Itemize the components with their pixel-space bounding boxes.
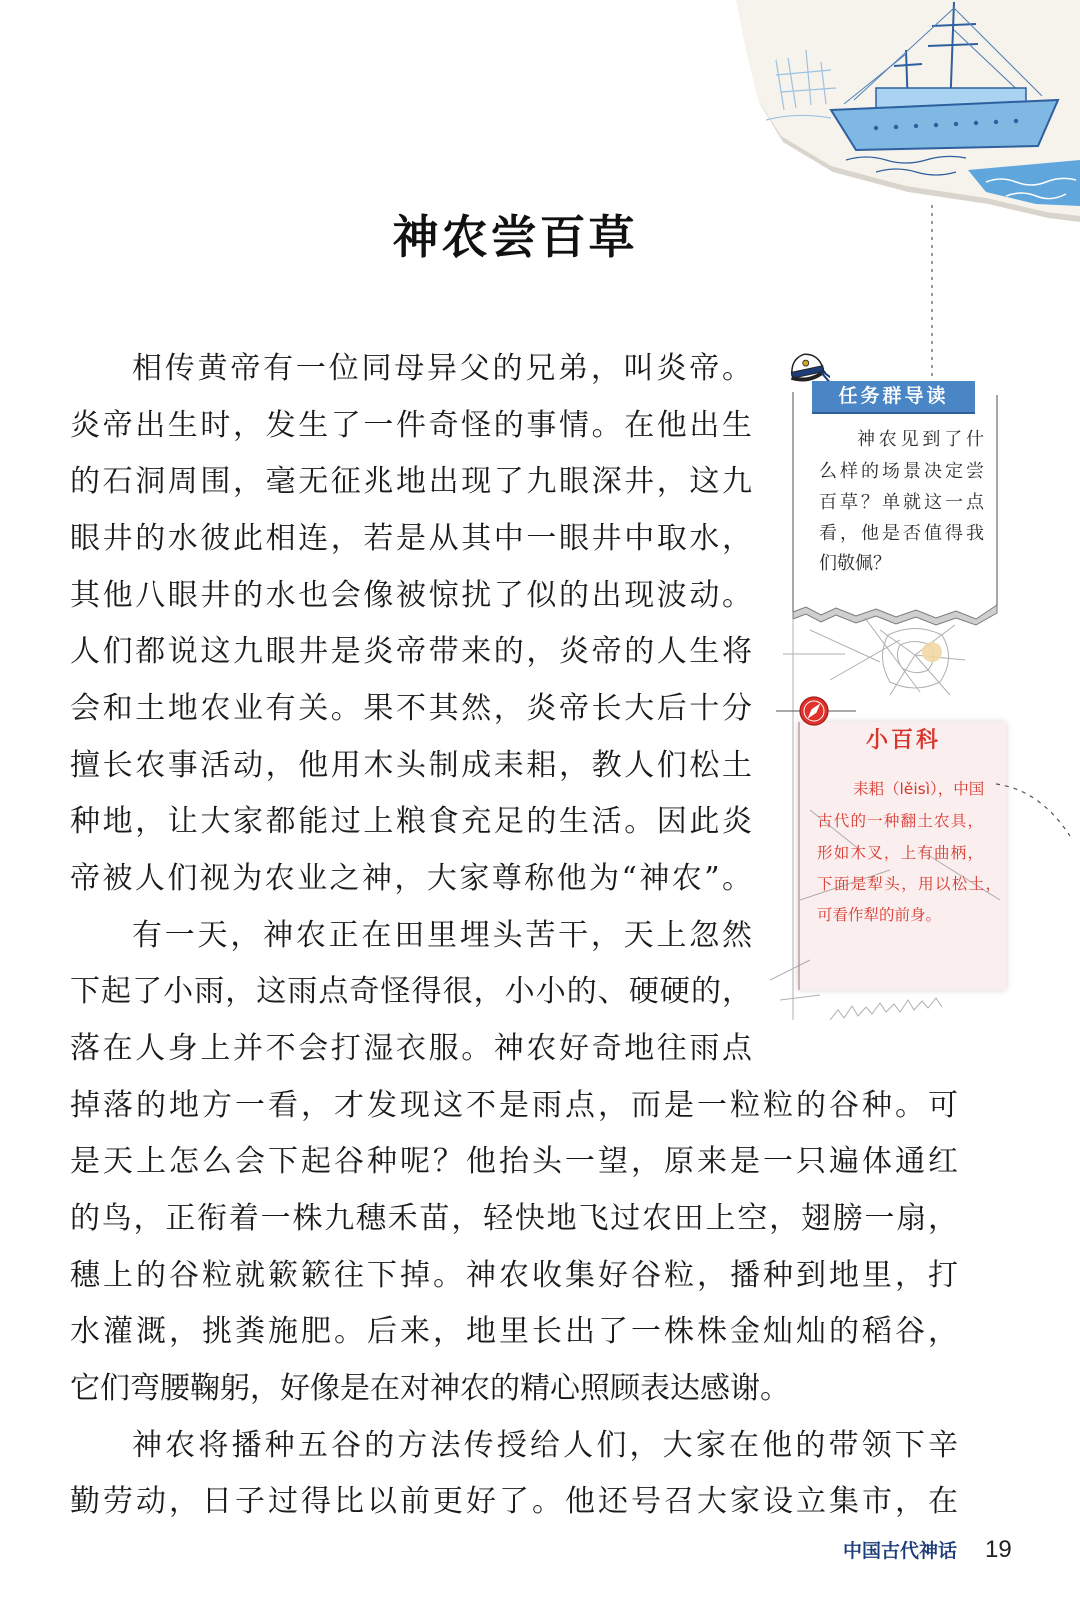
body-line: 炎帝出生时，发生了一件奇怪的事情。在他出生 <box>70 408 752 443</box>
task-guide-line: 们敬佩？ <box>819 553 891 574</box>
book-title: 中国古代神话 <box>843 1540 958 1562</box>
body-line: 落在人身上并不会打湿衣服。神农好奇地往雨点 <box>70 1031 752 1066</box>
body-line: 会和土地农业有关。果不其然，炎帝长大后十分 <box>70 691 752 726</box>
compass-icon <box>776 695 856 727</box>
body-line: 人们都说这九眼井是炎帝带来的，炎帝的人生将 <box>70 634 752 669</box>
task-guide-line: 神农见到了什 <box>857 429 984 450</box>
body-line: 相传黄帝有一位同母异父的兄弟，叫炎帝。 <box>132 351 752 386</box>
body-line: 的石洞周围，毫无征兆地出现了九眼深井，这九 <box>70 464 752 499</box>
dotted-connector <box>926 205 938 383</box>
body-line: 掉落的地方一看，才发现这不是雨点，而是一粒粒的谷种。可 <box>70 1088 958 1123</box>
encyclopedia-line: 可看作犁的前身。 <box>817 906 942 924</box>
body-line: 其他八眼井的水也会像被惊扰了似的出现波动。 <box>70 578 752 613</box>
encyclopedia-line: 形如木叉，上有曲柄， <box>817 844 983 862</box>
body-line: 擅长农事活动，他用木头制成耒耜，教人们松土 <box>70 748 752 783</box>
body-line: 它们弯腰鞠躬，好像是在对神农的精心照顾表达感谢。 <box>70 1371 790 1406</box>
task-guide-line: 么样的场景决定尝 <box>819 461 984 482</box>
body-line: 有一天，神农正在田里埋头苦干，天上忽然 <box>132 918 752 953</box>
task-guide-line: 看，他是否值得我 <box>819 523 984 544</box>
body-line: 水灌溉，挑粪施肥。后来，地里长出了一株株金灿灿的稻谷， <box>70 1314 958 1349</box>
body-line: 神农将播种五谷的方法传授给人们，大家在他的带领下辛 <box>132 1428 958 1463</box>
encyclopedia-header: 小百科 <box>866 728 942 753</box>
body-line: 勤劳动，日子过得比以前更好了。他还号召大家设立集市，在 <box>70 1484 958 1519</box>
body-line: 穗上的谷粒就簌簌往下掉。神农收集好谷粒，播种到地里，打 <box>70 1258 958 1293</box>
task-guide-line: 百草？单就这一点 <box>819 492 984 513</box>
body-line: 的鸟，正衔着一株九穗禾苗，轻快地飞过农田上空，翅膀一扇， <box>70 1201 958 1236</box>
encyclopedia-line: 古代的一种翻土农具， <box>817 812 983 830</box>
body-line: 眼井的水彼此相连，若是从其中一眼井中取水， <box>70 521 752 556</box>
encyclopedia-line: 耒耜（lěisì），中国 <box>853 780 985 798</box>
page-title: 神农尝百草 <box>392 210 638 264</box>
body-line: 是天上怎么会下起谷种呢？他抬头一望，原来是一只遍体通红 <box>70 1144 958 1179</box>
body-line: 帝被人们视为农业之神，大家尊称他为“神农”。 <box>70 861 752 896</box>
task-guide-header: 任务群导读 <box>812 381 975 412</box>
body-line: 下起了小雨，这雨点奇怪得很，小小的、硬硬的， <box>70 974 752 1009</box>
ship-sketch-icon <box>736 0 1080 222</box>
body-line: 种地，让大家都能过上粮食充足的生活。因此炎 <box>70 804 752 839</box>
page-number: 19 <box>985 1536 1012 1563</box>
encyclopedia-line: 下面是犁头，用以松土， <box>817 875 1001 893</box>
